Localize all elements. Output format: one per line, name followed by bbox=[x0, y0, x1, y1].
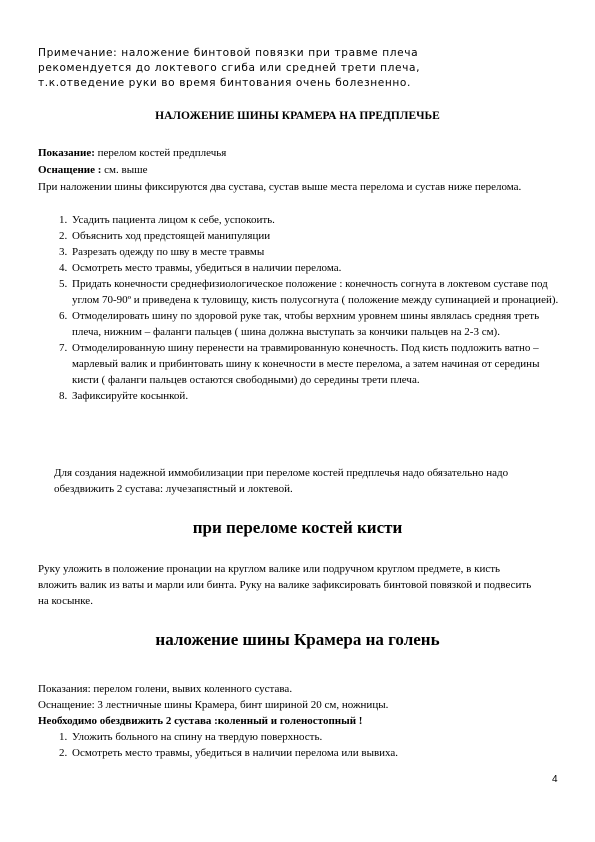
intro-paragraph: При наложении шины фиксируются два сустава, сустав выше места перелома и сустав ниже перелома. bbox=[38, 181, 522, 193]
list-item: 4. Осмотреть место травмы, убедиться в наличии перелома. bbox=[70, 260, 560, 276]
section-title-hand: при переломе костей кисти bbox=[192, 518, 403, 537]
shin-steps-list bbox=[38, 729, 560, 761]
list-item: 2. Объяснить ход предстоящей манипуляции bbox=[70, 228, 560, 244]
indication-label: Показание: bbox=[38, 147, 95, 159]
equipment-line bbox=[38, 162, 147, 178]
note-paragraph: Примечание: наложение бинтовой повязки при травме плеча рекомендуется до локтевого сгиба или средней трети плеча, т.к.отведение руки во время бинтования очень болезненно. bbox=[38, 47, 421, 89]
list-item: 7. Отмоделированную шину перенести на травмированную конечность. Под кисть подложить ватно – марлевый валик и прибинтовать шину к конечности в месте перелома, а затем начиная от середины кисти ( фаланги пальцев остаются свободными) до середины трети плеча. bbox=[70, 340, 560, 388]
list-item: 5. Придать конечности среднефизиологическое положение : конечность согнута в локтевом суставе под углом 70-90º и приведена к туловищу, кисть полусогнута ( положение между супинацией и пронацией). bbox=[70, 276, 560, 308]
page-number: 4 bbox=[552, 774, 558, 785]
equipment-text: см. выше bbox=[101, 164, 148, 176]
section-title-shin: наложение шины Крамера на голень bbox=[155, 630, 440, 649]
list-item: 6. Отмоделировать шину по здоровой руке так, чтобы верхним уровнем шины являлась средняя треть плеча, нижним – фаланги пальцев ( шина должна выступать за кончики пальцев на 2-3 см). bbox=[70, 308, 560, 340]
list-item: 2. Осмотреть место травмы, убедиться в наличии перелома или вывиха. bbox=[70, 745, 560, 761]
indication-line bbox=[38, 145, 226, 161]
list-item: 1. Усадить пациента лицом к себе, успокоить. bbox=[70, 212, 560, 228]
equipment-label: Оснащение : bbox=[38, 164, 102, 176]
hand-paragraph: Руку уложить в положение пронации на круглом валике или подручном круглом предмете, в кисть вложить валик из ваты и марли или бинта. Руку на валике зафиксировать бинтовой повязкой и подвесить на косынке. bbox=[38, 563, 532, 607]
forearm-steps-list bbox=[38, 212, 560, 404]
shin-equipment: Оснащение: 3 лестничные шины Крамера, бинт шириной 20 см, ножницы. bbox=[38, 699, 389, 711]
indication-text: перелом костей предплечья bbox=[94, 147, 227, 159]
section-title-forearm: НАЛОЖЕНИЕ ШИНЫ КРАМЕРА НА ПРЕДПЛЕЧЬЕ bbox=[155, 110, 440, 122]
list-item: 8. Зафиксируйте косынкой. bbox=[70, 388, 560, 404]
shin-warning: Необходимо обездвижить 2 сустава :коленный и голеностопный ! bbox=[38, 715, 363, 727]
list-item: 1. Уложить больного на спину на твердую поверхность. bbox=[70, 729, 560, 745]
conclusion-paragraph: Для создания надежной иммобилизации при переломе костей предплечья надо обязательно надо обездвижить 2 сустава: лучезапястный и локтевой. bbox=[54, 467, 509, 495]
list-item: 3. Разрезать одежду по шву в месте травмы bbox=[70, 244, 560, 260]
shin-indications: Показания: перелом голени, вывих коленного сустава. bbox=[38, 683, 293, 695]
